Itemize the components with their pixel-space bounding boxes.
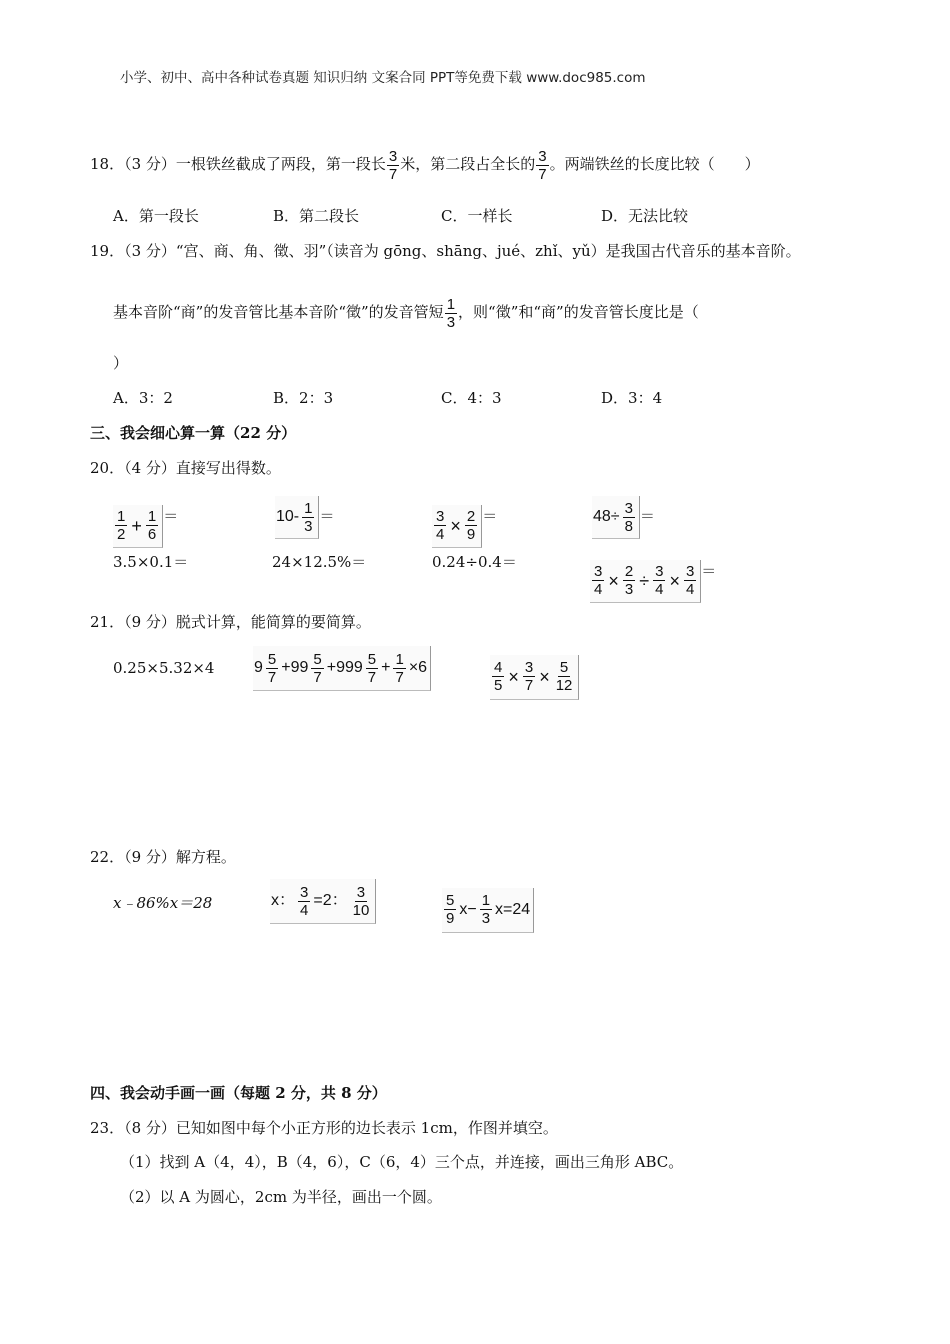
q19-line2-prefix: 基本音阶“商”的发音管比基本音阶“徵”的发音管短 [113,303,444,321]
fraction: $\frac{1}{3}$ [446,295,456,331]
section-4-title: 四、我会动手画一画（每题 2 分，共 8 分） [90,1084,387,1102]
q21-expr-1: 0.25×5.32×4 [113,659,215,677]
q19-option-b: B．2：3 [273,389,334,407]
q22-expr-3: $\frac{5}{9}$ x− $\frac{1}{3}$ x=24 [442,878,534,933]
q21-title: 21．（9 分）脱式计算，能简算的要简算。 [90,613,371,631]
q20-expr-3: $\frac{3}{4}$ × $\frac{2}{9}$ ＝ [432,495,497,548]
q22-expr-1: x﹣86%x＝28 [113,894,213,912]
section-3-title: 三、我会细心算一算（22 分） [90,424,297,442]
fraction: $\frac{3}{7}$ [538,147,547,183]
q20-expr-7: 0.24÷0.4＝ [432,553,517,571]
q18-option-b: B．第二段长 [273,207,360,225]
q20-expr-6: 24×12.5%＝ [272,553,367,571]
q20-expr-2: 10- $\frac{1}{3}$ ＝ [275,495,334,539]
q18-prefix: 18．（3 分）一根铁丝截成了两段，第一段长 [90,155,386,173]
q19-option-d: D．3：4 [601,389,663,407]
q19-line1: 19．（3 分）“宫、商、角、徵、羽”（读音为 gōng、shāng、jué、zhǐ、yǔ）是我国古代音乐的基本音阶。 [90,242,801,260]
q18-option-c: C．一样长 [441,207,513,225]
question-18 [90,142,760,186]
q22-expr-2: x： $\frac{3}{4}$ =2： $\frac{3}{10}$ [270,878,376,924]
q18-option-a: A．第一段长 [113,207,199,225]
page-header: 小学、初中、高中各种试卷真题 知识归纳 文案合同 PPT等免费下载 www.doc985.com [120,70,646,86]
q20-expr-8: $\frac{3}{4}$ × $\frac{2}{3}$ ÷ $\frac{3}{4}$ × $\frac{3}{4}$ ＝ [590,550,716,603]
q18-option-d: D．无法比较 [601,207,689,225]
q20-expr-4: 48÷ $\frac{3}{8}$ ＝ [592,495,655,539]
q21-expr-2: 9 $\frac{5}{7}$ +99 $\frac{5}{7}$ +999 $\frac{5}{7}$ + $\frac{1}{7}$ ×6 [253,645,431,691]
q19-line2 [113,290,699,334]
q18-mid: 米，第二段占全长的 [400,155,536,173]
q23-title: 23．（8 分）已知如图中每个小正方形的边长表示 1cm，作图并填空。 [90,1119,558,1137]
q22-title: 22．（9 分）解方程。 [90,848,236,866]
q23-step-2: （2）以 A 为圆心，2cm 为半径，画出一个圆。 [120,1188,442,1206]
q23-step-1: （1）找到 A（4，4），B（4，6），C（6，4）三个点，并连接，画出三角形 ABC。 [120,1153,684,1171]
q19-option-a: A．3：2 [113,389,173,407]
q19-line3: ） [113,354,129,372]
q20-expr-1: $\frac{1}{2}$ + $\frac{1}{6}$ ＝ [113,495,178,548]
q20-title: 20．（4 分）直接写出得数。 [90,459,281,477]
q19-line2-suffix: ，则“徵”和“商”的发音管长度比是（ [458,303,699,321]
q21-expr-3: $\frac{4}{5}$ × $\frac{3}{7}$ × $\frac{5}{12}$ [490,645,579,700]
q19-option-c: C．4：3 [441,389,502,407]
fraction: $\frac{3}{7}$ [388,147,398,183]
q18-suffix: 。两端铁丝的长度比较（ ） [549,155,760,173]
q20-expr-5: 3.5×0.1＝ [113,553,189,571]
